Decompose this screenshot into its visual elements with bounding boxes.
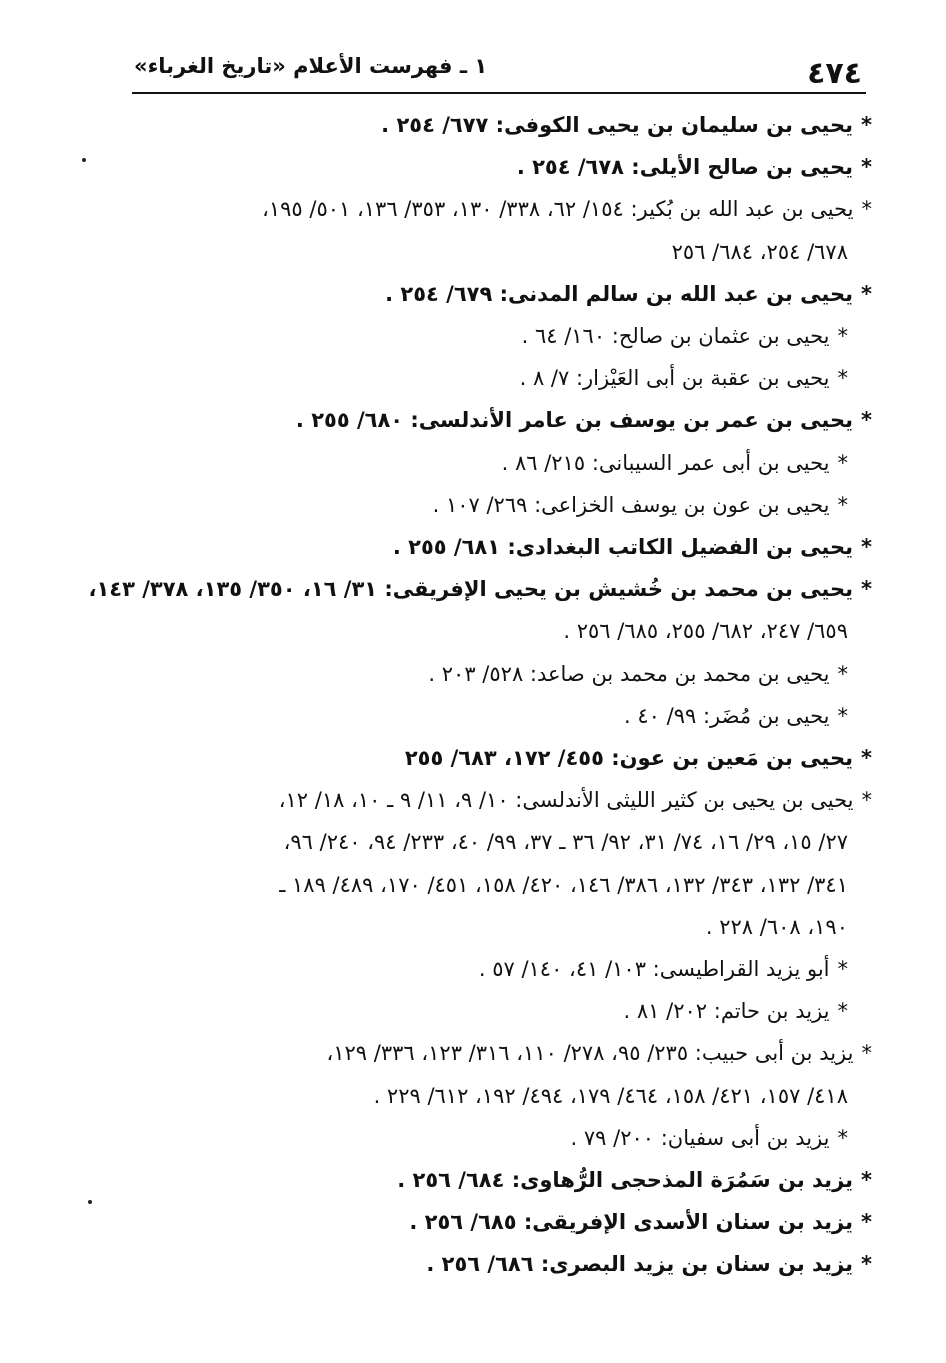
entry-text: يحيى بن أبى عمر السيبانى: ٢١٥/ ٨٦ . [501,450,830,475]
entry-text: يحيى بن عبد الله بن بُكير: ١٥٤/ ٦٢، ٣٣٨/ ١٣٠، ٣٥٣/ ١٣٦، ٥٠١/ ١٩٥، [262,197,854,222]
entry-text: يحيى بن الفضيل الكاتب البغدادى: ٦٨١/ ٢٥٥ . [392,535,854,560]
index-entry [130,779,878,821]
asterisk-icon: * [861,577,872,602]
entry-text: يحيى بن مَعين بن عون: ٤٥٥/ ١٧٢، ٦٨٣/ ٢٥٥ [404,746,854,771]
index-entry [130,948,878,990]
page-header [132,46,866,94]
entry-text: يحيى بن محمد بن خُشيش بن يحيى الإفريقى: ٣١/ ١٦، ٣٥٠/ ١٣٥، ٣٧٨/ ١٤٣، [88,577,854,602]
entry-text: يزيد بن سنان الأسدى الإفريقى: ٦٨٥/ ٢٥٦ . [409,1210,854,1235]
scan-speck [82,158,86,162]
entry-text: يزيد بن سَمُرَة المذحجى الرُّهاوى: ٦٨٤/ ٢٥٦ . [397,1168,854,1193]
asterisk-icon: * [837,450,848,475]
entry-text: يزيد بن أبى حبيب: ٢٣٥/ ٩٥، ٢٧٨/ ١١٠، ٣١٦/ ١٢٣، ٣٣٦/ ١٢٩، [326,1041,854,1066]
asterisk-icon: * [837,492,848,517]
index-entry [130,484,878,526]
asterisk-icon: * [837,366,848,391]
running-title: ١ ـ فهرست الأعلام «تاريخ الغرباء» [134,54,488,78]
entry-text: يحيى بن محمد بن محمد بن صاعد: ٥٢٨/ ٢٠٣ . [428,661,830,686]
index-entry [130,526,878,568]
asterisk-icon: * [837,661,848,686]
asterisk-icon: * [837,957,848,982]
index-entry [130,1117,878,1159]
index-entry [130,990,878,1032]
entry-continuation: ٦٧٨/ ٢٥٤، ٦٨٤/ ٢٥٦ [671,239,848,264]
entry-continuation: ٣٤١/ ١٣٢، ٣٤٣/ ١٣٢، ٣٨٦/ ١٤٦، ٤٢٠/ ١٥٨، ٤٥١/ ١٧٠، ٤٨٩/ ١٨٩ ـ [279,872,848,897]
asterisk-icon: * [837,1125,848,1150]
entry-text: يحيى بن عثمان بن صالح: ١٦٠/ ٦٤ . [521,324,830,349]
index-entry [130,399,878,441]
index-entry [130,1159,878,1201]
entry-continuation: ٦٥٩/ ٢٤٧، ٦٨٢/ ٢٥٥، ٦٨٥/ ٢٥٦ . [563,619,848,644]
asterisk-icon: * [837,703,848,728]
index-entry [130,273,878,315]
asterisk-icon: * [861,197,872,222]
entry-text: يحيى بن مُضَر: ٩٩/ ٤٠ . [624,703,830,728]
entry-text: يحيى بن صالح الأيلى: ٦٧٨/ ٢٥٤ . [516,155,854,180]
entry-text: يزيد بن حاتم: ٢٠٢/ ٨١ . [623,999,830,1024]
index-entry [130,357,878,399]
index-entry [130,315,878,357]
index-entry [130,653,878,695]
asterisk-icon: * [861,1210,872,1235]
scan-speck [88,1200,92,1204]
entry-continuation: ٤١٨/ ١٥٧، ٤٢١/ ١٥٨، ٤٦٤/ ١٧٩، ٤٩٤/ ١٩٢، ٦١٢/ ٢٢٩ . [373,1083,848,1108]
asterisk-icon: * [837,324,848,349]
entry-text: يزيد بن سنان بن يزيد البصرى: ٦٨٦/ ٢٥٦ . [426,1252,854,1277]
entry-text: يحيى بن عون بن يوسف الخزاعى: ٢٦٩/ ١٠٧ . [432,492,830,517]
entry-text: يحيى بن يحيى بن كثير الليثى الأندلسى: ١٠/ ٩، ١١/ ٩ ـ ١٠، ١٨/ ١٢، [278,788,854,813]
asterisk-icon: * [861,281,872,306]
asterisk-icon: * [861,408,872,433]
asterisk-icon: * [861,1168,872,1193]
index-entry [130,188,878,230]
page-number: ٤٧٤ [807,56,862,91]
entry-text: يحيى بن سليمان بن يحيى الكوفى: ٦٧٧/ ٢٥٤ . [381,113,854,137]
index-entry [130,1201,878,1243]
index-entry [88,568,878,610]
index-entry [130,442,878,484]
index-entries [88,104,878,1286]
entry-continuation: ٢٧/ ١٥، ٢٩/ ١٦، ٧٤/ ٣١، ٩٢/ ٣٦ ـ ٣٧، ٩٩/ ٤٠، ٢٣٣/ ٩٤، ٢٤٠/ ٩٦، [283,830,848,855]
entry-text: أبو يزيد القراطيسى: ١٠٣/ ٤١، ١٤٠/ ٥٧ . [478,957,830,982]
index-entry [130,1032,878,1074]
asterisk-icon: * [861,113,872,137]
entry-text: يحيى بن عبد الله بن سالم المدنى: ٦٧٩/ ٢٥٤ . [385,281,854,306]
asterisk-icon: * [861,1041,872,1066]
asterisk-icon: * [861,1252,872,1277]
entry-text: يحيى بن عمر بن يوسف بن عامر الأندلسى: ٦٨٠/ ٢٥٥ . [295,408,854,433]
index-entry [130,146,878,188]
index-entry [130,695,878,737]
asterisk-icon: * [861,535,872,560]
entry-text: يحيى بن عقبة بن أبى العَيْزار: ٧/ ٨ . [519,366,830,391]
index-entry [130,104,878,146]
entry-continuation: ١٩٠، ٦٠٨/ ٢٢٨ . [705,914,848,939]
index-entry [130,1243,878,1285]
entry-text: يزيد بن أبى سفيان: ٢٠٠/ ٧٩ . [570,1125,830,1150]
asterisk-icon: * [837,999,848,1024]
index-entry [130,737,878,779]
asterisk-icon: * [861,155,872,180]
asterisk-icon: * [861,746,872,771]
asterisk-icon: * [861,788,872,813]
